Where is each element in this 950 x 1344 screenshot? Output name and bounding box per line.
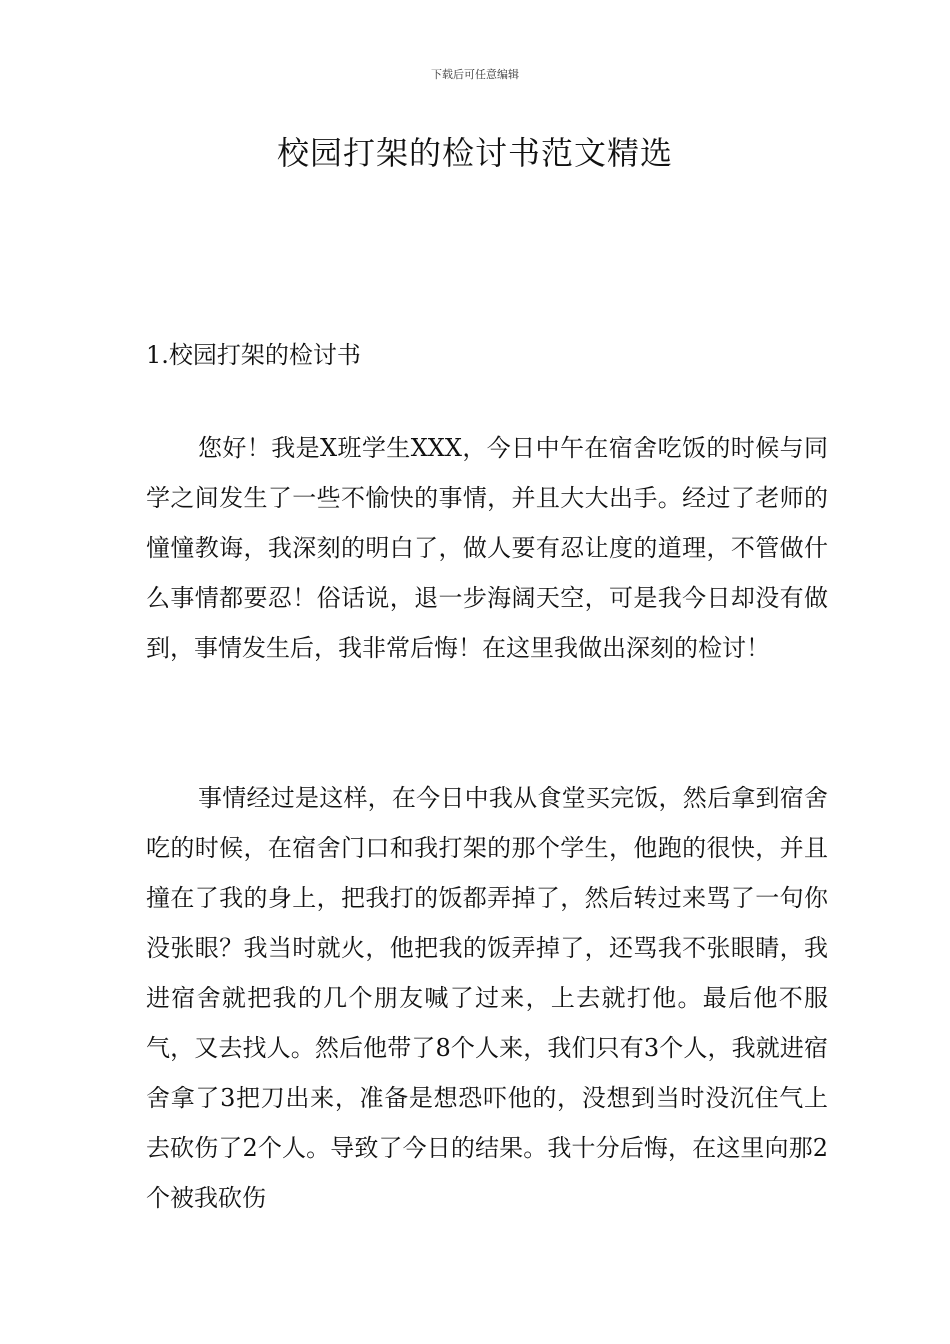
body-paragraph-2: 事情经过是这样，在今日中我从食堂买完饭，然后拿到宿舍吃的时候，在宿舍门口和我打架的那个学生，他跑的很快，并且撞在了我的身上，把我打的饭都弄掉了，然后转过来骂了一句你没张眼？我当时就火，他把我的饭弄掉了，还骂我不张眼睛，我进宿舍就把我的几个朋友喊了过来，上去就打他。最后他不服气，又去找人。然后他带了8个人来，我们只有3个人，我就进宿舍拿了3把刀出来，准备是想恐吓他的，没想到当时没沉住气上去砍伤了2个人。导致了今日的结果。我十分后悔，在这里向那2个被我砍伤 bbox=[146, 784, 828, 1212]
header-note: 下载后可任意编辑 bbox=[431, 68, 519, 81]
section-heading: 1.校园打架的检讨书 bbox=[146, 341, 361, 369]
document-title: 校园打架的检讨书范文精选 bbox=[276, 134, 673, 172]
body-paragraph-1: 您好！我是X班学生XXX，今日中午在宿舍吃饭的时候与同学之间发生了一些不愉快的事情，并且大大出手。经过了老师的憧憧教诲，我深刻的明白了，做人要有忍让度的道理，不管做什么事情都要忍！俗话说，退一步海阔天空，可是我今日却没有做到，事情发生后，我非常后悔！在这里我做出深刻的检讨！ bbox=[146, 434, 828, 662]
